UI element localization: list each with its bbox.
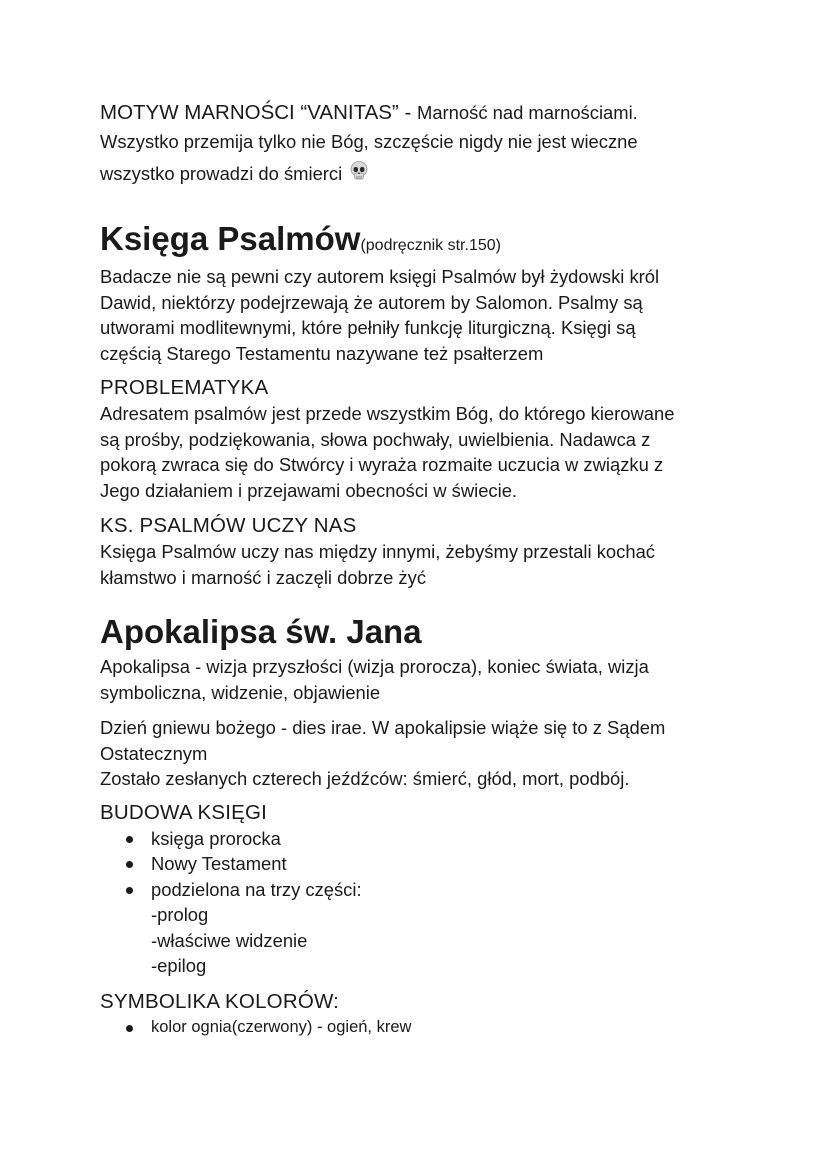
problem-line: pokorą zwraca się do Stwórcy i wyraża rozmaite uczucia w związku z [100,454,664,475]
wrath-line: Ostatecznym [100,742,208,764]
teaches-line: kłamstwo i marność i zaczęli dobrze żyć [100,566,427,588]
bullet-icon [126,861,133,868]
teaches-line: Księga Psalmów uczy nas między innymi, żebyśmy przestali kochać [100,541,655,562]
bullet-icon [126,836,133,843]
teaches-text [100,539,740,590]
symbolism-list [100,1015,740,1041]
psalms-line: częścią Starego Testamentu nazywane też psałterzem [100,342,544,364]
structure-list [100,826,740,903]
bullet-icon [126,887,133,894]
definition-line: symboliczna, widzenie, objawienie [100,681,381,703]
apocalypse-definition [100,654,740,705]
vanitas-line: Wszystko przemija tylko nie Bóg, szczęście nigdy nie jest wieczne [100,131,638,152]
list-item-text: kolor ognia(czerwony) - ogień, krew [151,1017,412,1036]
problem-line: Jego działaniem i przejawami obecności w świecie. [100,479,518,501]
psalms-line: Dawid, niektórzy podejrzewają że autorem by Salomon. Psalmy są [100,291,643,313]
list-item [122,1015,740,1041]
problem-line: Adresatem psalmów jest przede wszystkim Bóg, do którego kierowane [100,403,675,424]
part-item: -epilog [151,955,207,976]
list-item-text: Nowy Testament [151,853,287,874]
psalms-intro [100,264,740,366]
list-item [122,851,740,877]
problem-text [100,401,740,503]
apocalypse-wrath [100,715,740,792]
vanitas-title-rest: Marność nad marnościami. [417,102,638,123]
list-item [122,877,740,903]
psalms-heading-note: (podręcznik str.150) [360,237,501,254]
vanitas-paragraph [100,97,740,129]
list-item-text: podzielona na trzy części: [151,878,362,900]
part-item: -właściwe widzenie [151,929,308,951]
symbolism-heading: SYMBOLIKA KOLORÓW: [100,989,340,1013]
psalms-heading-text: Księga Psalmów [100,220,361,257]
problem-heading: PROBLEMATYKA [100,376,269,399]
apocalypse-heading: Apokalipsa św. Jana [100,613,422,650]
teaches-heading: KS. PSALMÓW UCZY NAS [100,514,357,537]
vanitas-line-last [100,157,740,193]
document-page [100,98,740,1040]
list-item-text: księga prorocka [151,827,281,849]
parts-list [100,902,740,979]
vanitas-line-text: wszystko prowadzi do śmierci [100,163,343,184]
list-item [122,826,740,852]
part-item: -prolog [151,904,209,925]
structure-heading: BUDOWA KSIĘGI [100,800,268,824]
definition-line: Apokalipsa - wizja przyszłości (wizja prorocza), koniec świata, wizja [100,656,649,677]
wrath-line: Dzień gniewu bożego - dies irae. W apokalipsie wiąże się to z Sądem [100,717,666,738]
psalms-line: Badacze nie są pewni czy autorem księgi Psalmów był żydowski król [100,266,660,287]
vanitas-title: MOTYW MARNOŚCI “VANITAS” - [100,101,412,124]
psalms-heading [100,219,740,266]
bullet-icon [126,1025,133,1032]
skull-icon [348,159,370,193]
wrath-line: Zostało zesłanych czterech jeźdźców: śmierć, głód, mort, podbój. [100,768,630,789]
psalms-line: utworami modlitewnymi, które pełniły funkcję liturgiczną. Księgi są [100,317,636,338]
problem-line: są prośby, podziękowania, słowa pochwały, uwielbienia. Nadawca z [100,428,651,450]
